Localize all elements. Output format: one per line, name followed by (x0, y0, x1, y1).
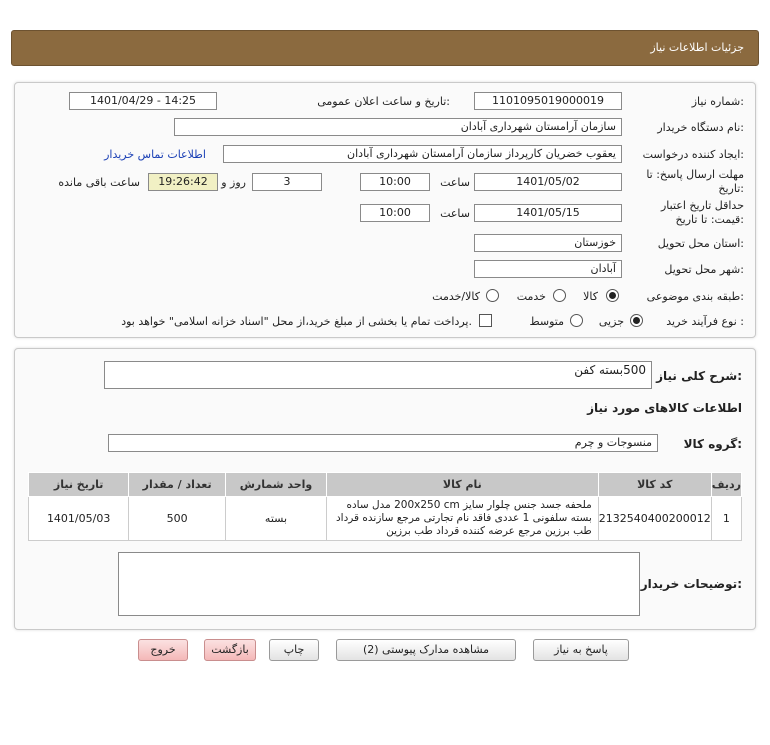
category-radio-service[interactable] (553, 289, 566, 302)
category-service-label: خدمت (516, 290, 546, 303)
buyer-notes-label: توضیحات خریدار: (640, 577, 742, 591)
cell-date: 1401/05/03 (29, 497, 129, 541)
validity-time-field: 10:00 (360, 204, 430, 222)
deadline-label-line1: مهلت ارسال پاسخ: تا (646, 168, 744, 181)
treasury-payment-checkbox[interactable] (479, 314, 492, 327)
need-number-label: شماره نیاز: (691, 95, 744, 108)
need-number-field: 1101095019000019 (474, 92, 622, 110)
col-name: نام کالا (326, 473, 598, 497)
process-medium-label: متوسط (529, 315, 564, 328)
treasury-payment-note: پرداخت تمام یا بخشی از مبلغ خرید،از محل "اسناد خزانه اسلامی" خواهد بود. (121, 315, 472, 328)
col-row: ردیف (711, 473, 741, 497)
category-radio-goods[interactable] (606, 289, 619, 302)
view-documents-button[interactable]: مشاهده مدارک پیوستی (2) (336, 639, 516, 661)
creator-field: یعقوب خضریان کارپرداز سازمان آرامستان شهرداری آبادان (223, 145, 622, 163)
validity-time-label: ساعت (440, 207, 470, 220)
cell-qty: 500 (129, 497, 226, 541)
category-label: طبقه بندی موضوعی: (646, 290, 744, 303)
deadline-days-field: 3 (252, 173, 322, 191)
goods-section-title: اطلاعات کالاهای مورد نیاز (587, 401, 742, 415)
remaining-time-field: 19:26:42 (148, 173, 218, 191)
category-goods-label: کالا (583, 290, 598, 303)
deadline-label-line2: تاریخ: (718, 182, 744, 195)
buyer-notes-field[interactable] (118, 552, 640, 616)
cell-unit: بسته (226, 497, 327, 541)
page-title-bar (11, 30, 759, 66)
process-minor-label: جزیی (598, 315, 624, 328)
goods-group-label: گروه کالا: (683, 437, 742, 451)
remaining-time-label: ساعت باقی مانده (58, 176, 140, 189)
city-label: شهر محل تحویل: (664, 263, 744, 276)
summary-label: شرح کلی نیاز: (656, 369, 742, 383)
buyer-field: سازمان آرامستان شهرداری آبادان (174, 118, 622, 136)
page-title: جزئیات اطلاعات نیاز (650, 41, 744, 54)
goods-table (28, 472, 742, 541)
validity-label-line1: حداقل تاریخ اعتبار (660, 199, 744, 212)
cell-row: 1 (711, 497, 741, 541)
deadline-date-field: 1401/05/02 (474, 173, 622, 191)
process-radio-medium[interactable] (570, 314, 583, 327)
col-date: تاریخ نیاز (29, 473, 129, 497)
buyer-contact-link[interactable]: اطلاعات تماس خریدار (104, 148, 206, 161)
col-unit: واحد شمارش (226, 473, 327, 497)
province-label: استان محل تحویل: (657, 237, 744, 250)
process-label: نوع فرآیند خرید : (666, 315, 744, 328)
col-qty: تعداد / مقدار (129, 473, 226, 497)
goods-table-header (29, 473, 742, 497)
summary-field: 500بسته کفن (104, 361, 652, 389)
deadline-days-label: روز و (221, 176, 246, 189)
buyer-label: نام دستگاه خریدار: (657, 121, 744, 134)
announce-label: تاریخ و ساعت اعلان عمومی: (317, 95, 450, 108)
category-radio-both[interactable] (486, 289, 499, 302)
city-field: آبادان (474, 260, 622, 278)
exit-button[interactable]: خروج (138, 639, 188, 661)
back-button[interactable]: بازگشت (204, 639, 256, 661)
province-field: خوزستان (474, 234, 622, 252)
creator-label: ایجاد کننده درخواست: (642, 148, 744, 161)
cell-code: 2132540400200012 (598, 497, 711, 541)
deadline-time-label: ساعت (440, 176, 470, 189)
reply-button[interactable]: پاسخ به نیاز (533, 639, 629, 661)
announce-field: 1401/04/29 - 14:25 (69, 92, 217, 110)
validity-label-line2: قیمت: تا تاریخ: (675, 213, 744, 226)
col-code: کد کالا (598, 473, 711, 497)
cell-name: ملحفه جسد جنس چلوار سایز 200x250 cm مدل ساده بسته سلفونی 1 عددی فاقد نام تجارتی مرجع سازنده قرداد طب برزین مرجع عرضه کننده قرداد طب برزین (326, 497, 598, 541)
table-row[interactable] (29, 497, 742, 541)
category-both-label: کالا/خدمت (432, 290, 480, 303)
print-button[interactable]: چاپ (269, 639, 319, 661)
goods-group-field: منسوجات و چرم (108, 434, 658, 452)
process-radio-minor[interactable] (630, 314, 643, 327)
validity-date-field: 1401/05/15 (474, 204, 622, 222)
deadline-time-field: 10:00 (360, 173, 430, 191)
